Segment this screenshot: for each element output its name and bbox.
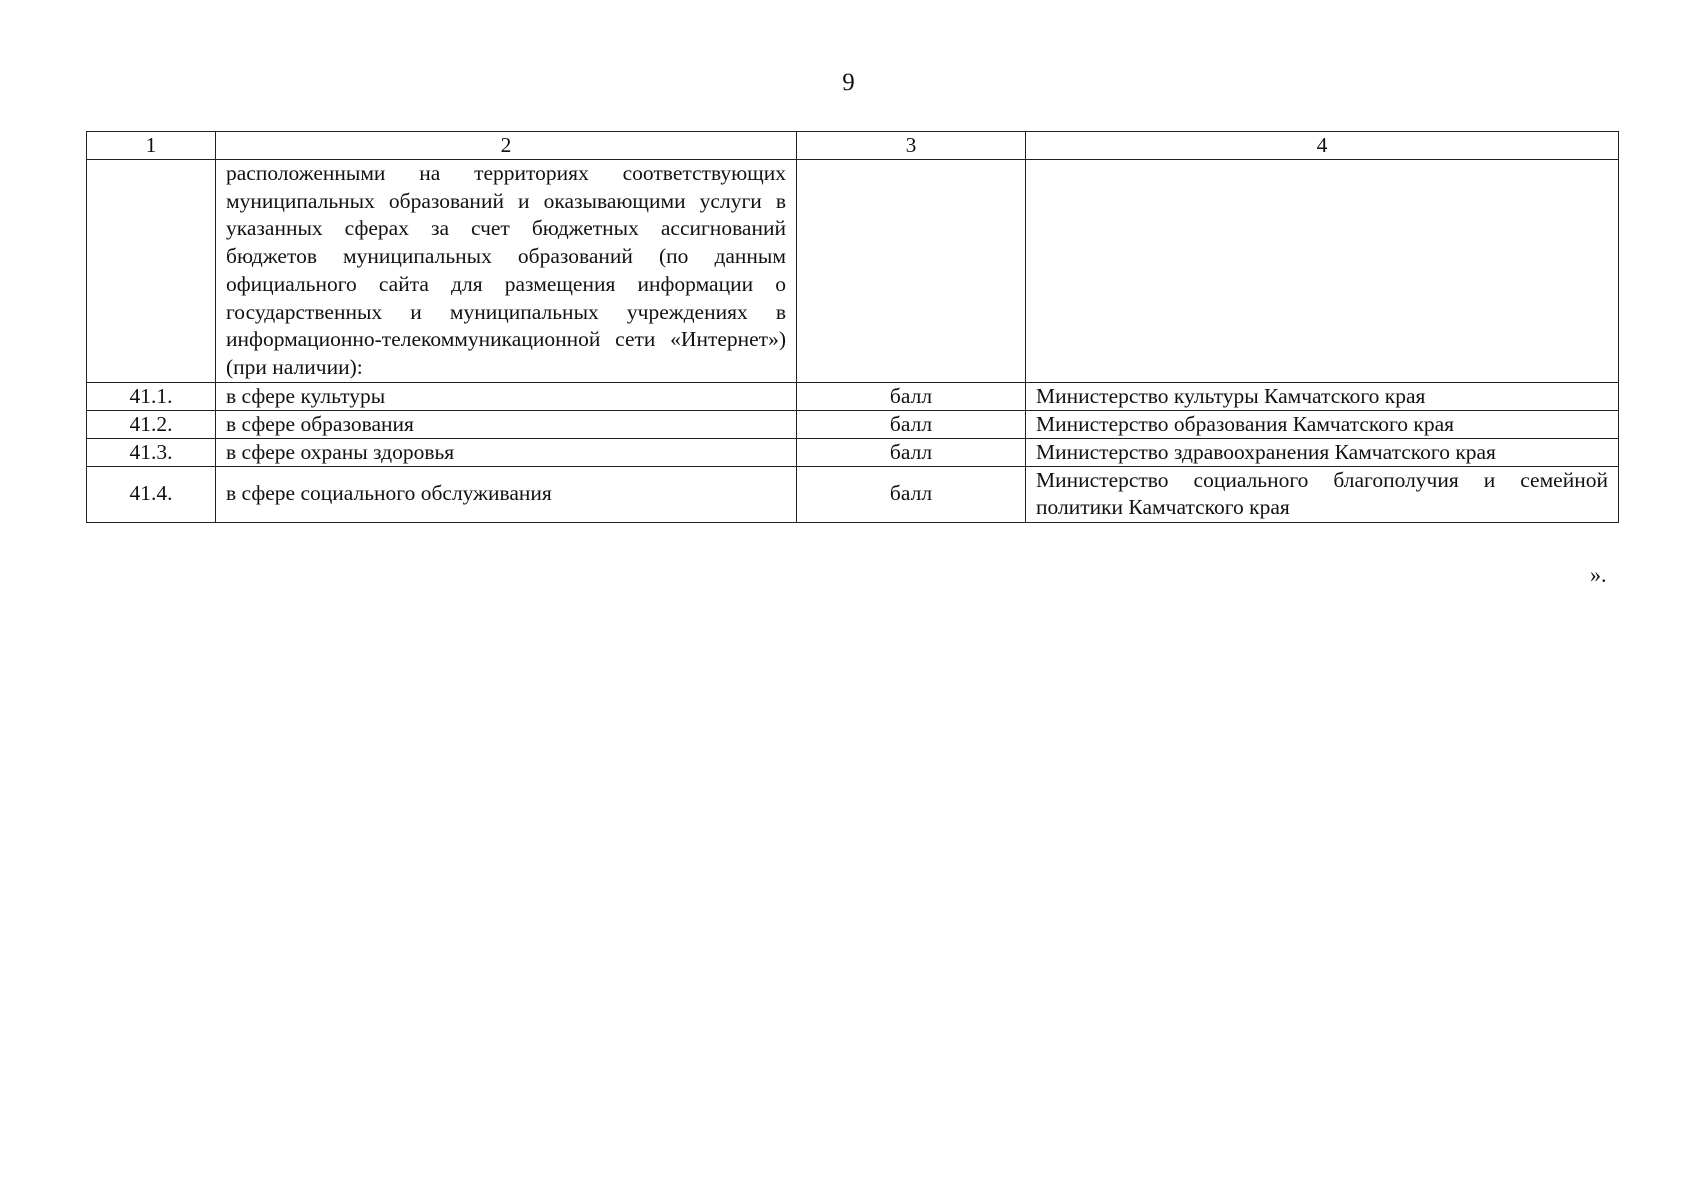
indicator-description: в сфере культуры (216, 382, 797, 410)
table-header-row (87, 132, 1619, 160)
table-row (87, 410, 1619, 438)
row-number: 41.4. (87, 466, 216, 522)
unit-of-measure: балл (797, 410, 1026, 438)
responsible-ministry (1026, 160, 1619, 383)
indicators-table (86, 131, 1619, 523)
indicator-description: в сфере охраны здоровья (216, 438, 797, 466)
table-row (87, 382, 1619, 410)
row-number: 41.2. (87, 410, 216, 438)
row-number: 41.3. (87, 438, 216, 466)
column-number-4: 4 (1026, 132, 1619, 160)
table-row (87, 466, 1619, 522)
indicator-description: в сфере образования (216, 410, 797, 438)
indicator-description: расположенными на территориях соответствующих муниципальных образований и оказывающими услуги в указанных сферах за счет бюджетных ассигнований бюджетов муниципальных образований (по данным официального сайта для размещения информации о государственных и муниципальных учреждениях в информационно-телекоммуникационной сети «Интернет») (при наличии): (216, 160, 797, 383)
page-number: 9 (842, 69, 855, 96)
column-number-1: 1 (87, 132, 216, 160)
responsible-ministry: Министерство здравоохранения Камчатского края (1026, 438, 1619, 466)
table-row-intro (87, 160, 1619, 383)
unit-of-measure: балл (797, 466, 1026, 522)
unit-of-measure: балл (797, 382, 1026, 410)
column-number-3: 3 (797, 132, 1026, 160)
closing-quote-mark: ». (1590, 562, 1607, 587)
unit-of-measure: балл (797, 438, 1026, 466)
responsible-ministry: Министерство культуры Камчатского края (1026, 382, 1619, 410)
column-number-2: 2 (216, 132, 797, 160)
indicator-description: в сфере социального обслуживания (216, 466, 797, 522)
responsible-ministry: Министерство образования Камчатского края (1026, 410, 1619, 438)
responsible-ministry: Министерство социального благополучия и семейной политики Камчатского края (1026, 466, 1619, 522)
row-number (87, 160, 216, 383)
unit-of-measure (797, 160, 1026, 383)
table-row (87, 438, 1619, 466)
row-number: 41.1. (87, 382, 216, 410)
